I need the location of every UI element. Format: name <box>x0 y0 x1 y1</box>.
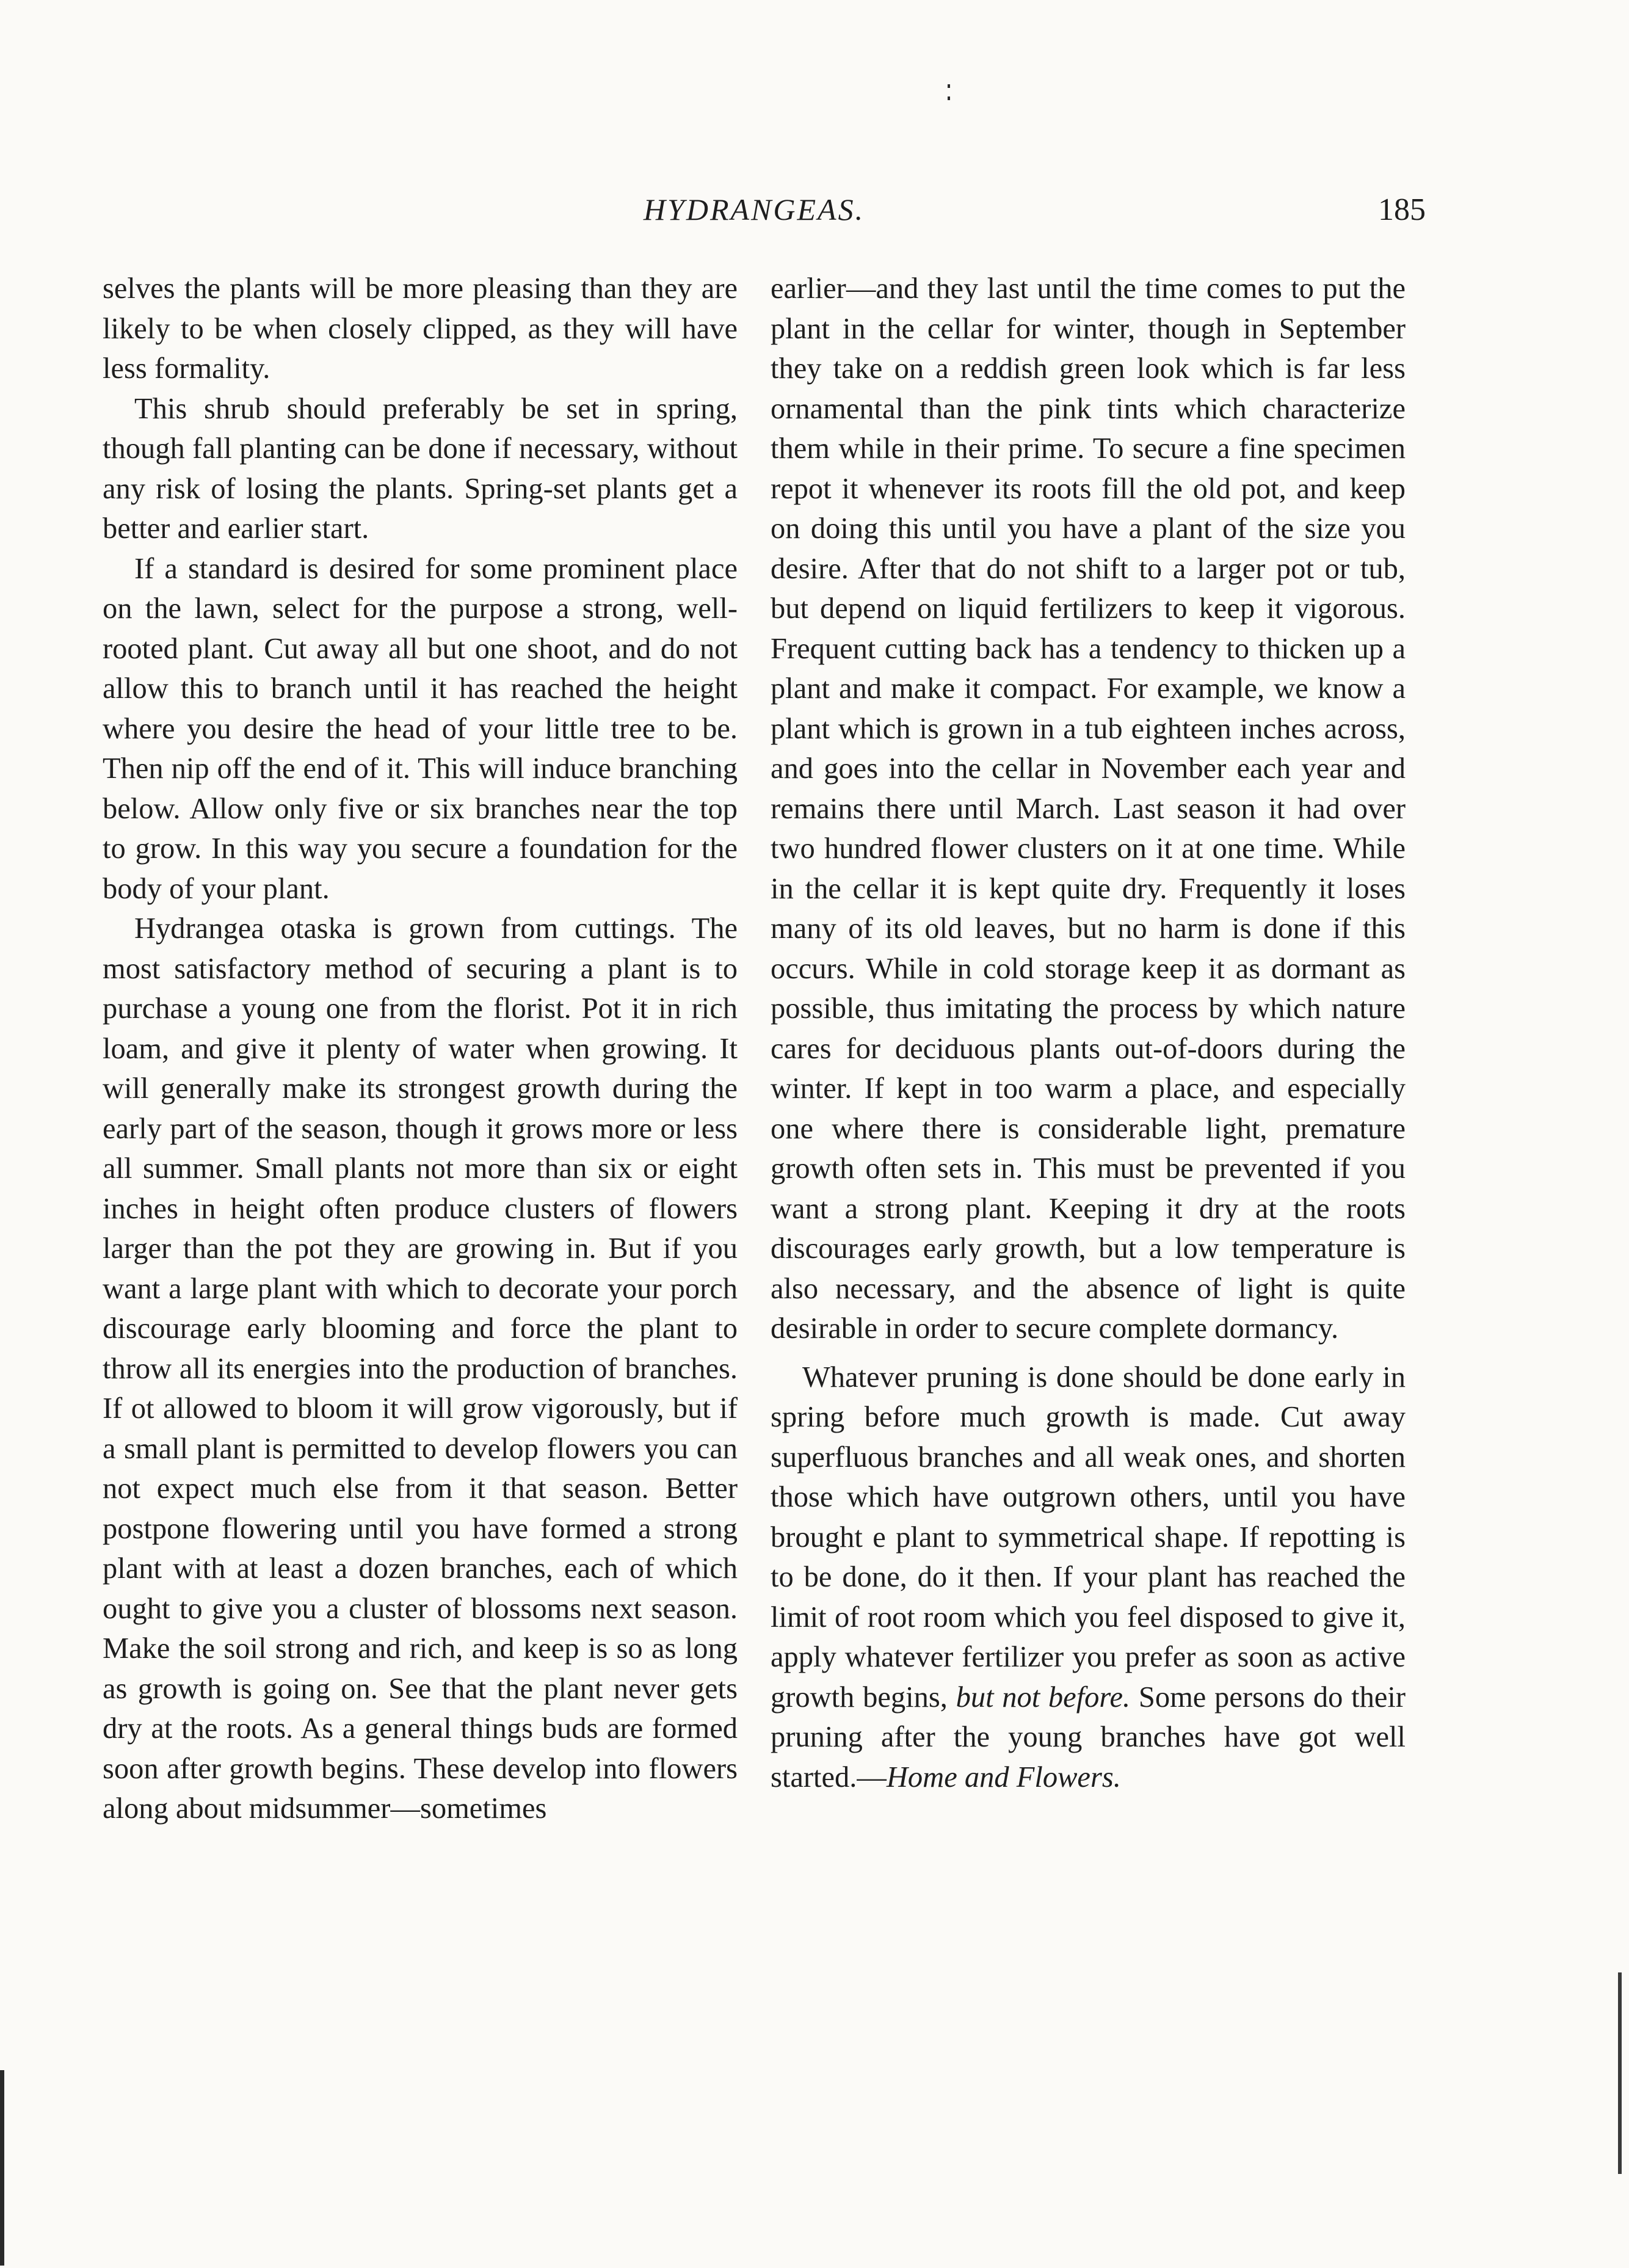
page-number: 185 <box>1378 192 1426 227</box>
left-column <box>103 269 738 1829</box>
paragraph: selves the plants will be more pleasing than they are likely to be when closely clipped, as they will have less formality. <box>103 272 738 385</box>
paragraph: This shrub should preferably be set in spring, though fall planting can be done if necessary, without any risk of losing the plants. Spring-set plants get a better and earlier start. <box>103 392 738 545</box>
scan-speck <box>948 84 950 88</box>
source-credit: Home and Flowers. <box>886 1761 1121 1794</box>
paragraph-text: Whatever pruning is done should be done early in spring before much growth is made. Cut away superfluous branches and all weak ones, and shorten those which have outgrown others, until you have brought e plant to symmetrical shape. If repotting is to be done, do it then. If your plant has reached the limit of root room which you feel disposed to give it, apply whatever fertilizer you prefer as soon as active growth begins, <box>771 1361 1406 1714</box>
paragraph <box>771 1358 1406 1798</box>
scan-edge-mark <box>0 2070 4 2266</box>
paragraph: earlier—and they last until the time comes to put the plant in the cellar for winter, though in September they take on a reddish green look which is far less ornamental than the pink tints which characterize them while in their prime. To secure a fine specimen repot it whenever its roots fill the old pot, and keep on doing this until you have a plant of the size you desire. After that do not shift to a larger pot or tub, but depend on liquid fertilizers to keep it vigorous. Frequent cutting back has a tendency to thicken up a plant and make it compact. For example, we know a plant which is grown in a tub eighteen inches across, and goes into the cellar in November each year and remains there until March. Last season it had over two hundred flower clusters on it at one time. While in the cellar it is kept quite dry. Frequently it loses many of its old leaves, but no harm is done if this occurs. While in cold storage keep it as dormant as possible, thus imitating the process by which nature cares for deciduous plants out-of-doors during the winter. If kept in too warm a place, and especially one where there is considerable light, premature growth often sets in. This must be prevented if you want a strong plant. Keeping it dry at the roots discourages early growth, but a low temperature is also necessary, and the absence of light is quite desirable in order to secure complete dormancy. <box>771 272 1406 1345</box>
scan-edge-mark <box>1618 1972 1622 2174</box>
emphasis: but not before. <box>956 1681 1131 1714</box>
paragraph: Hydrangea otaska is grown from cuttings. The most satisfactory method of securing a plant is to purchase a young one from the florist. Pot it in rich loam, and give it plenty of water when growing. It will generally make its strongest growth during the early part of the season, though it grows more or less all summer. Small plants not more than six or eight inches in height often produce clusters of flowers larger than the pot they are growing in. But if you want a large plant with which to decorate your porch discourage early blooming and force the plant to throw all its energies into the production of branches. If ot allowed to bloom it will grow vigorously, but if a small plant is permitted to develop flowers you can not expect much else from it that season. Better postpone flowering until you have formed a strong plant with at least a dozen branches, each of which ought to give you a cluster of blossoms next season. Make the soil strong and rich, and keep is so as long as growth is going on. See that the plant never gets dry at the roots. As a general things buds are formed soon after growth begins. These develop into flowers along about midsummer—sometimes <box>103 912 738 1825</box>
paragraph-text: Some persons do their pruning after the young branches have got well started.— <box>771 1681 1406 1794</box>
right-column <box>771 269 1406 1797</box>
running-title: HYDRANGEAS. <box>643 192 865 227</box>
paragraph: If a standard is desired for some prominent place on the lawn, select for the purpose a strong, well-rooted plant. Cut away all but one shoot, and do not allow this to branch until it has reached the height where you desire the head of your little tree to be. Then nip off the end of it. This will induce branching below. Allow only five or six branches near the top to grow. In this way you secure a foundation for the body of your plant. <box>103 552 738 905</box>
scan-speck <box>948 96 950 100</box>
